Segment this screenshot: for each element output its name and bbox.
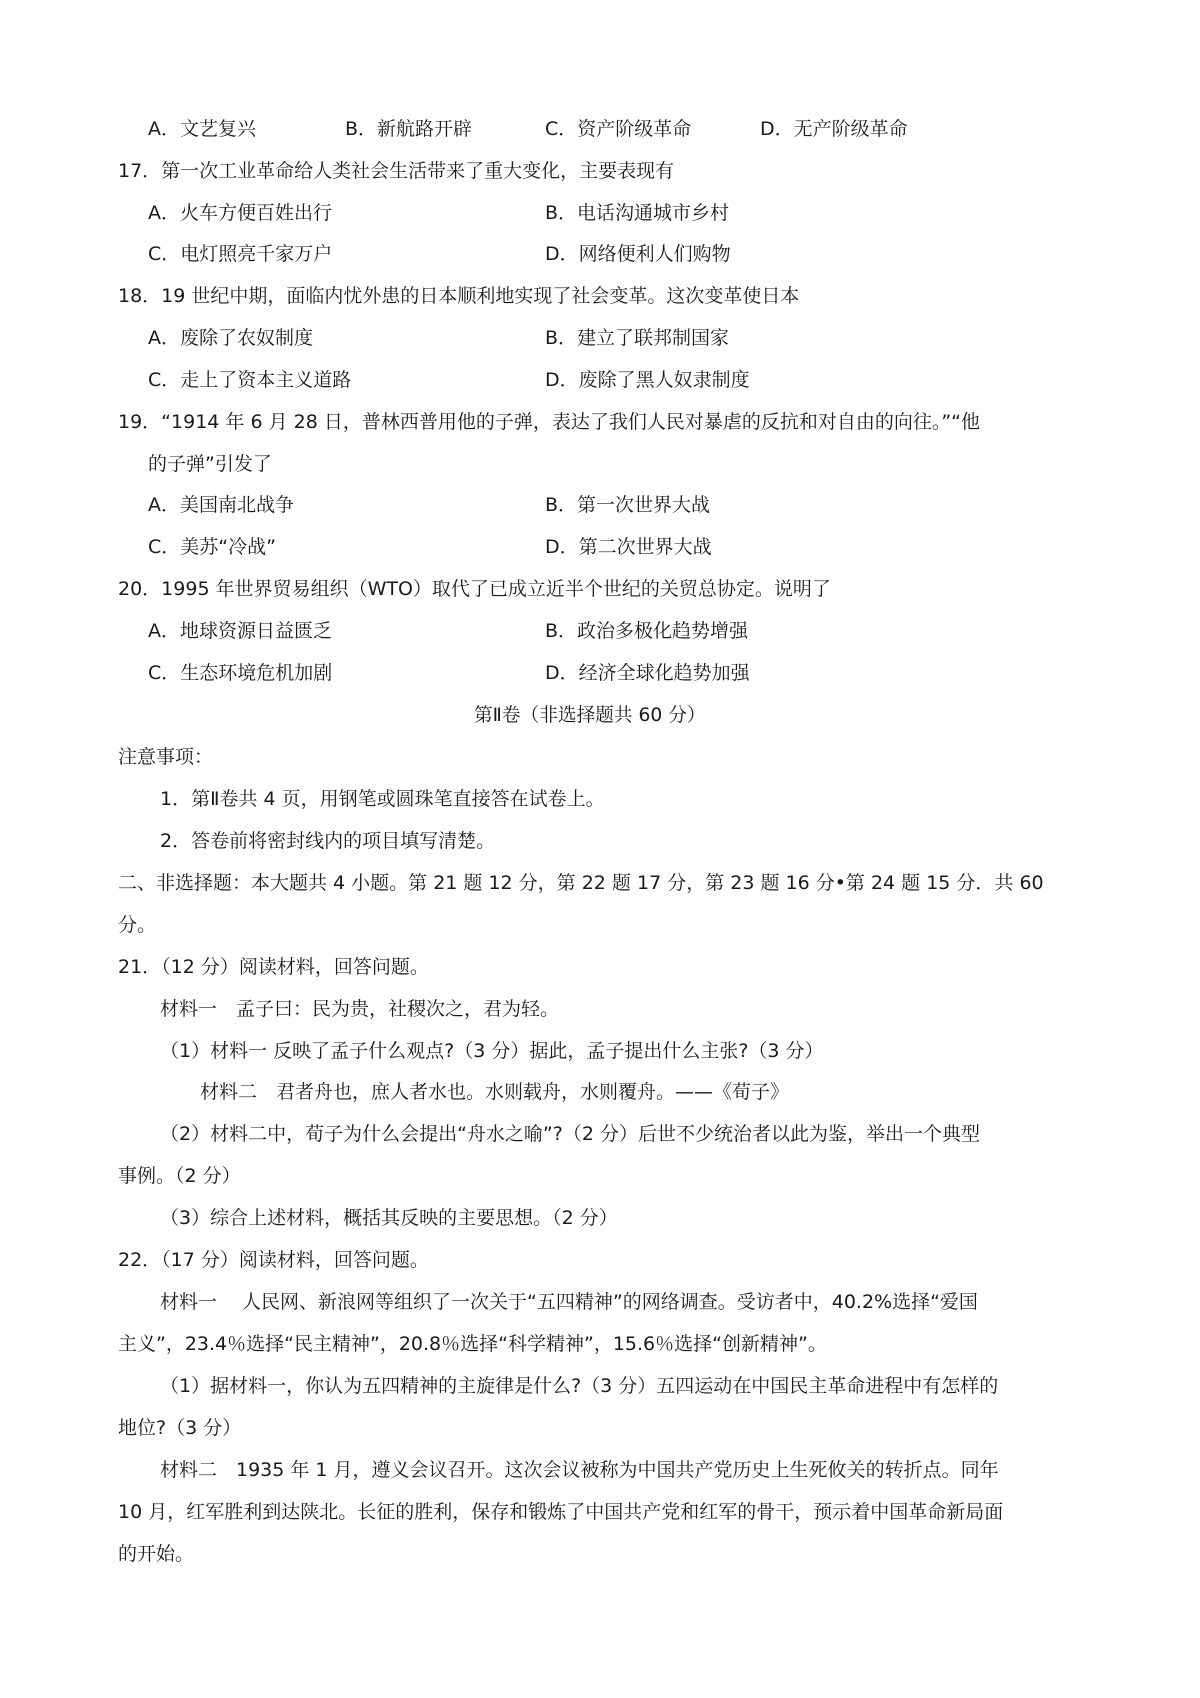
q16-option-a: A．文艺复兴 [148,118,256,140]
q19-option-a: A．美国南北战争 [148,494,294,516]
q21-material-1: 材料一 孟子曰：民为贵，社稷次之，君为轻。 [160,998,560,1020]
q21-material-2: 材料二 君者舟也，庶人者水也。水则载舟，水则覆舟。——《荀子》 [200,1081,790,1103]
q19-option-c: C．美苏“冷战” [148,536,276,558]
q20-option-c: C．生态环境危机加剧 [148,662,333,684]
q17-option-c: C．电灯照亮千家万户 [148,243,333,265]
q22-material-2-line2: 10 月，红军胜利到达陕北。长征的胜利，保存和锻炼了中国共产党和红军的骨干，预示着中国革命新局面 [118,1501,1004,1523]
q17-option-b: B．电话沟通城市乡村 [545,202,730,224]
q20-option-d: D．经济全球化趋势加强 [545,662,750,684]
q21-subquestion-2-line2: 事例。（2 分） [118,1165,241,1187]
section-heading-line1: 二、非选择题：本大题共 4 小题。第 21 题 12 分，第 22 题 17 分，第 23 题 16 分•第 24 题 15 分．共 60 [118,872,1044,894]
q18-stem: 18．19 世纪中期，面临内忧外患的日本顺利地实现了社会变革。这次变革使日本 [118,285,800,307]
q21-subquestion-3: （3）综合上述材料，概括其反映的主要思想。（2 分） [160,1207,618,1229]
part2-title: 第Ⅱ卷（非选择题共 60 分） [473,704,706,726]
q17-option-d: D．网络便利人们购物 [545,243,731,265]
q21-subquestion-1: （1）材料一 反映了孟子什么观点?（3 分）据此，孟子提出什么主张?（3 分） [160,1040,824,1062]
q19-option-d: D．第二次世界大战 [545,536,712,558]
q20-stem: 20．1995 年世界贸易组织（WTO）取代了已成立近半个世纪的关贸总协定。说明了 [118,578,831,600]
q17-stem: 17．第一次工业革命给人类社会生活带来了重大变化，主要表现有 [118,160,675,182]
q22-material-2-line3: 的开始。 [118,1543,195,1565]
notice-title: 注意事项： [118,746,214,768]
q21-stem: 21．（12 分）阅读材料，回答问题。 [118,956,429,978]
q22-material-2-line1: 材料二 1935 年 1 月，遵义会议召开。这次会议被称为中国共产党历史上生死攸关的转折点。同年 [160,1459,999,1481]
q21-subquestion-2-line1: （2）材料二中，荀子为什么会提出“舟水之喻”?（2 分）后世不少统治者以此为鉴，举出一个典型 [160,1123,980,1145]
q18-option-a: A．废除了农奴制度 [148,327,313,349]
q20-option-b: B．政治多极化趋势增强 [545,620,749,642]
section-heading-line2: 分。 [118,914,157,936]
q22-stem: 22．（17 分）阅读材料，回答问题。 [118,1249,429,1271]
q18-option-c: C．走上了资本主义道路 [148,369,352,391]
q16-option-c: C．资产阶级革命 [545,118,692,140]
q16-option-d: D．无产阶级革命 [760,118,908,140]
q22-subquestion-1-line1: （1）据材料一，你认为五四精神的主旋律是什么?（3 分）五四运动在中国民主革命进程中有怎样的 [160,1375,999,1397]
q17-option-a: A．火车方便百姓出行 [148,202,332,224]
q22-material-1-line1: 材料一 人民网、新浪网等组织了一次关于“五四精神”的网络调查。受访者中，40.2%选择“爱国 [160,1291,978,1313]
q18-option-b: B．建立了联邦制国家 [545,327,730,349]
q22-subquestion-1-line2: 地位?（3 分） [118,1417,242,1439]
q19-stem-line1: 19．“1914 年 6 月 28 日，普林西普用他的子弹，表达了我们人民对暴虐的反抗和对自由的向往。”“他 [118,411,981,433]
q20-option-a: A．地球资源日益匮乏 [148,620,332,642]
q16-option-b: B．新航路开辟 [345,118,473,140]
notice-item-1: 1．第Ⅱ卷共 4 页，用钢笔或圆珠笔直接答在试卷上。 [160,788,605,810]
q19-stem-line2: 的子弹”引发了 [148,453,272,475]
q22-material-1-line2: 主义”，23.4％选择“民主精神”，20.8％选择“科学精神”，15.6％选择“创新精神”。 [118,1333,827,1355]
q18-option-d: D．废除了黑人奴隶制度 [545,369,750,391]
notice-item-2: 2．答卷前将密封线内的项目填写清楚。 [160,830,496,852]
q19-option-b: B．第一次世界大战 [545,494,711,516]
